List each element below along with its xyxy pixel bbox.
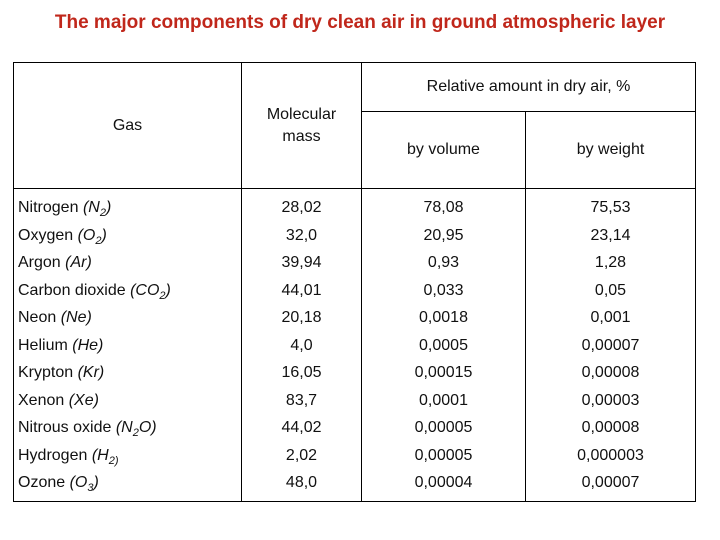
molecular-mass-cell — [242, 304, 361, 332]
by-weight-cell — [526, 304, 695, 332]
formula-subscript: 2 — [95, 234, 102, 247]
gas-name: Nitrous oxide — [18, 419, 112, 436]
by-weight-cell — [526, 469, 695, 497]
gas-formula — [115, 419, 157, 440]
by-weight-cell — [526, 249, 695, 277]
by-weight-cell — [526, 194, 695, 222]
header-by-volume: by volume — [362, 112, 526, 189]
gas-name-cell — [14, 222, 241, 250]
by-weight-value: 23,14 — [590, 226, 631, 244]
formula-text: (N — [82, 199, 100, 216]
molecular-mass-value: 48,0 — [285, 474, 318, 491]
by-volume-cell — [362, 249, 525, 277]
molecular-mass-value: 39,94 — [281, 254, 322, 271]
gas-formula — [72, 337, 103, 354]
by-volume-cell — [362, 304, 525, 332]
molecular-mass-cell — [242, 222, 361, 250]
gas-formula — [91, 446, 119, 467]
formula-text: (H — [91, 446, 109, 464]
by-volume-cell — [362, 277, 525, 305]
by-weight-cell — [526, 442, 695, 470]
data-body-row — [14, 189, 696, 502]
formula-text: (Ar) — [65, 254, 92, 271]
gas-formula — [78, 364, 105, 381]
gas-formula — [65, 254, 92, 271]
gas-name: Oxygen — [18, 226, 74, 244]
formula-text: (Kr) — [77, 364, 105, 381]
by-volume-cell — [362, 469, 525, 497]
gas-name: Nitrogen — [18, 199, 79, 216]
by-volume-cell — [362, 414, 525, 442]
by-volume-column — [362, 189, 526, 502]
by-volume-cell — [362, 442, 525, 470]
by-volume-value: 0,93 — [427, 254, 460, 271]
formula-text: (O — [77, 226, 96, 244]
formula-subscript: 2 — [132, 427, 139, 440]
formula-text: ) — [93, 474, 99, 491]
molecular-mass-cell — [242, 469, 361, 497]
by-weight-value: 0,00008 — [581, 364, 640, 381]
header-row-top — [14, 63, 696, 112]
molecular-mass-value: 44,01 — [281, 281, 322, 299]
gas-name-cell — [14, 359, 241, 387]
gas-name-cell — [14, 414, 241, 442]
gas-name-cell — [14, 332, 241, 360]
gas-name: Hydrogen — [18, 446, 88, 464]
by-weight-value: 1,28 — [594, 254, 627, 271]
gas-formula — [77, 226, 107, 247]
gas-name: Ozone — [18, 474, 66, 491]
formula-text: ) — [101, 226, 107, 244]
by-weight-value: 0,00007 — [581, 336, 640, 354]
molecular-mass-column — [242, 189, 362, 502]
by-weight-value: 0,001 — [590, 309, 631, 326]
molecular-mass-cell — [242, 332, 361, 360]
molecular-mass-cell — [242, 442, 361, 470]
molecular-mass-value: 4,0 — [290, 336, 313, 354]
formula-text: (Ne) — [60, 309, 92, 326]
gas-name-cell — [14, 194, 241, 222]
by-volume-cell — [362, 359, 525, 387]
gas-name-cell — [14, 469, 241, 497]
by-volume-value: 0,0018 — [419, 309, 468, 326]
gas-name: Helium — [18, 336, 68, 354]
by-volume-value: 0,0001 — [419, 391, 468, 409]
gas-components-table — [13, 62, 696, 502]
by-volume-value: 0,0005 — [419, 336, 468, 354]
formula-text: O) — [138, 419, 157, 436]
by-weight-column — [526, 189, 696, 502]
header-gas: Gas — [14, 63, 242, 189]
formula-text: (CO — [130, 281, 160, 299]
header-molecular-mass — [242, 63, 362, 189]
by-weight-cell — [526, 414, 695, 442]
by-weight-value: 0,05 — [594, 281, 627, 299]
gas-name: Xenon — [18, 391, 65, 409]
gas-name-cell — [14, 277, 241, 305]
molecular-mass-cell — [242, 277, 361, 305]
by-weight-cell — [526, 222, 695, 250]
gas-name: Krypton — [18, 364, 74, 381]
gas-name-cell — [14, 249, 241, 277]
molecular-mass-value: 2,02 — [285, 446, 318, 464]
molecular-mass-value: 20,18 — [281, 309, 322, 326]
by-volume-value: 0,00005 — [414, 446, 473, 464]
gas-name-cell — [14, 442, 241, 470]
formula-text: (Xe) — [68, 391, 99, 409]
by-volume-value: 0,00004 — [414, 474, 473, 491]
by-weight-value: 0,000003 — [577, 446, 644, 464]
gas-formula — [82, 199, 112, 220]
by-weight-cell — [526, 359, 695, 387]
molecular-mass-cell — [242, 194, 361, 222]
molecular-mass-cell — [242, 249, 361, 277]
by-volume-value: 0,00015 — [414, 364, 473, 381]
header-relative-amount: Relative amount in dry air, % — [362, 63, 696, 112]
by-volume-value: 78,08 — [423, 199, 464, 216]
molecular-mass-value: 44,02 — [281, 419, 322, 436]
by-volume-value: 20,95 — [423, 226, 464, 244]
gas-formula — [69, 474, 99, 495]
by-weight-value: 75,53 — [590, 199, 631, 216]
molecular-mass-value: 32,0 — [285, 226, 318, 244]
formula-subscript: 2 — [159, 289, 166, 302]
by-weight-value: 0,00007 — [581, 474, 640, 491]
by-volume-cell — [362, 332, 525, 360]
molecular-mass-value: 28,02 — [281, 199, 322, 216]
header-molecular-mass-line-2: mass — [282, 127, 321, 145]
gas-name: Carbon dioxide — [18, 281, 126, 299]
molecular-mass-cell — [242, 414, 361, 442]
by-weight-value: 0,00003 — [581, 391, 640, 409]
gas-formula — [61, 309, 92, 326]
molecular-mass-value: 83,7 — [285, 391, 318, 409]
formula-subscript: 2 — [99, 207, 106, 220]
formula-text: (N — [115, 419, 133, 436]
by-volume-value: 0,00005 — [414, 419, 473, 436]
by-weight-value: 0,00008 — [581, 419, 640, 436]
header-by-weight: by weight — [526, 112, 696, 189]
by-weight-cell — [526, 277, 695, 305]
gas-name-cell — [14, 387, 241, 415]
formula-text: (He) — [72, 336, 104, 354]
by-volume-cell — [362, 222, 525, 250]
formula-text: (O — [69, 474, 88, 491]
gas-name: Neon — [18, 309, 57, 326]
by-volume-cell — [362, 387, 525, 415]
gas-formula — [69, 392, 99, 409]
gas-name: Argon — [18, 254, 61, 271]
page-title: The major components of dry clean air in ground atmospheric layer — [54, 12, 666, 33]
gas-formula — [130, 281, 171, 302]
molecular-mass-cell — [242, 359, 361, 387]
formula-subscript: 2) — [108, 454, 119, 467]
gas-name-column — [14, 189, 242, 502]
formula-text: ) — [165, 281, 171, 299]
header-molecular-mass-line-1: Molecular — [266, 105, 337, 123]
by-volume-cell — [362, 194, 525, 222]
by-weight-cell — [526, 387, 695, 415]
formula-text: ) — [105, 199, 112, 216]
molecular-mass-value: 16,05 — [281, 364, 322, 381]
gas-name-cell — [14, 304, 241, 332]
formula-subscript: 3 — [87, 482, 94, 495]
by-weight-cell — [526, 332, 695, 360]
molecular-mass-cell — [242, 387, 361, 415]
by-volume-value: 0,033 — [423, 281, 464, 299]
